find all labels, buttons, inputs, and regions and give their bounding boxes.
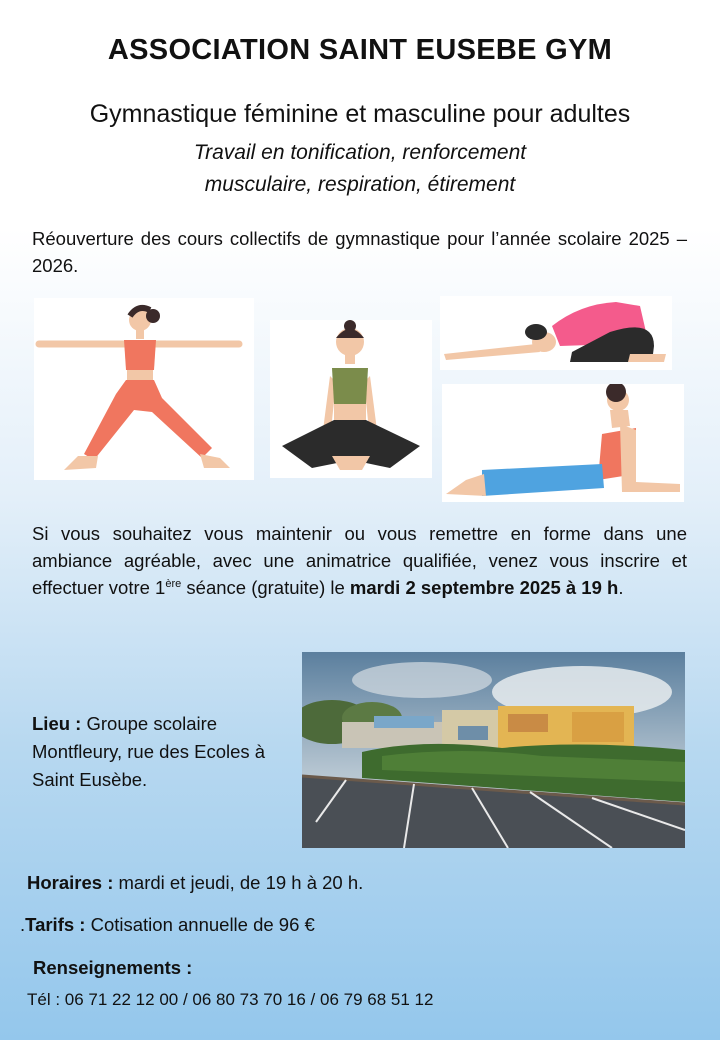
invitation-end: . [618, 577, 624, 598]
invitation-paragraph [32, 520, 687, 601]
phone-label: Tél : [27, 990, 61, 1009]
pricing-text: Cotisation annuelle de 96 € [85, 914, 315, 935]
subtitle-italic-line-2: musculaire, respiration, étirement [204, 173, 516, 196]
ordinal-superscript: ère [165, 578, 182, 590]
yoga-cobra-pose-illustration [442, 384, 684, 502]
yoga-warrior-illustration [34, 298, 254, 480]
location-block [32, 710, 282, 794]
location-label: Lieu : [32, 713, 82, 734]
intro-paragraph: Réouverture des cours collectifs de gymnastique pour l’année scolaire 2025 – 2026. [32, 228, 687, 276]
school-building-photo [302, 652, 685, 848]
invitation-text: Si vous souhaitez vous maintenir ou vous remettre en forme dans une ambiance agréable, avec une animatrice qualifiée, venez vous inscrire et effectuer votre 1 [32, 523, 687, 598]
pricing-line [20, 914, 315, 936]
schedule-text: mardi et jeudi, de 19 h à 20 h. [113, 872, 364, 893]
yoga-child-pose-illustration [440, 296, 672, 370]
subtitle: Gymnastique féminine et masculine pour adultes [89, 100, 631, 128]
pricing-label: Tarifs : [25, 914, 86, 935]
schedule-line [27, 872, 363, 894]
pricing-prefix: . [20, 914, 26, 935]
info-heading: Renseignements : [33, 957, 193, 978]
subtitle-italic-line-1: Travail en tonification, renforcement [193, 141, 527, 164]
phone-line [27, 990, 433, 1010]
phone-numbers: 06 71 22 12 00 / 06 80 73 70 16 / 06 79 68 51 12 [60, 990, 434, 1009]
first-session-date: mardi 2 septembre 2025 à 19 h [349, 577, 619, 598]
schedule-label: Horaires : [27, 872, 114, 893]
invitation-text-2: séance (gratuite) le [181, 577, 350, 598]
yoga-butterfly-illustration [270, 320, 432, 478]
page-title: ASSOCIATION SAINT EUSEBE GYM [107, 34, 613, 66]
location-text: Groupe scolaire Montfleury, rue des Ecoles à Saint Eusèbe. [32, 713, 266, 790]
